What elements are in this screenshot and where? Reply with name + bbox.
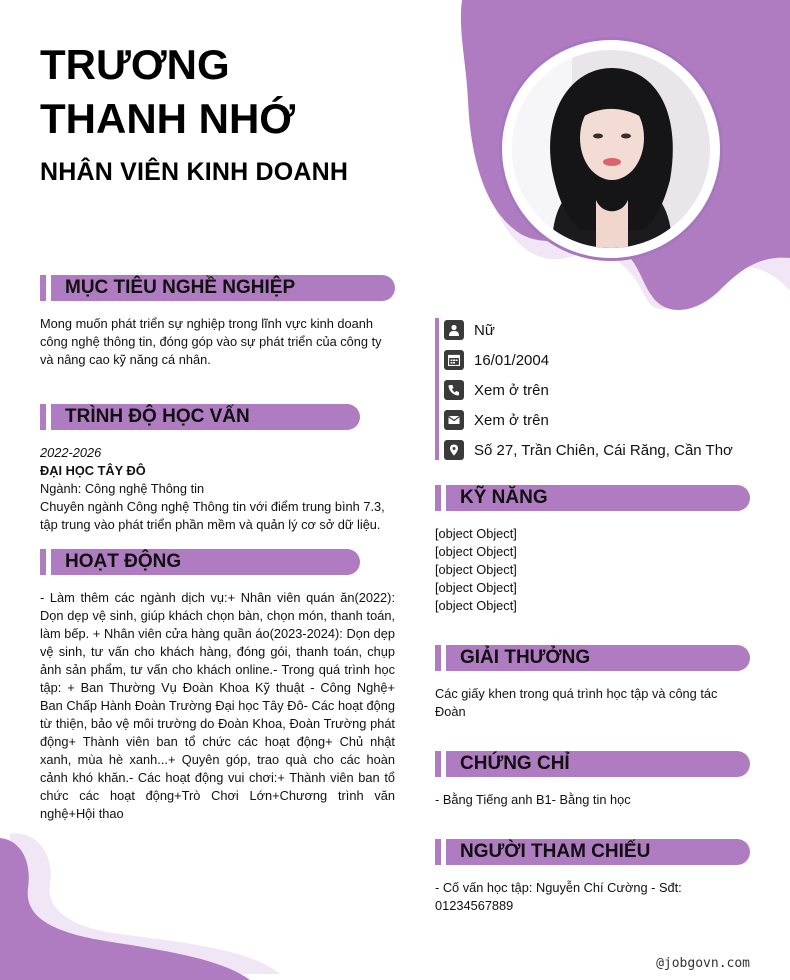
skill-item: [object Object] (435, 562, 517, 577)
education-description: Chuyên ngành Công nghệ Thông tin với điểm trung bình 7.3, tập trung vào phát triển phần mềm và quản lý cơ sở dữ liệu. (40, 499, 385, 532)
certificates-text: - Bằng Tiếng anh B1- Bằng tin học (435, 792, 631, 807)
skill-item: [object Object] (435, 526, 517, 541)
phone-icon (444, 380, 464, 400)
candidate-name (40, 38, 420, 146)
contact-email (444, 409, 549, 431)
location-pin-icon (444, 440, 464, 460)
contact-birthday (444, 349, 549, 371)
contact-divider (435, 318, 439, 460)
certificates-title: CHỨNG CHỈ (460, 753, 570, 774)
profile-photo (502, 40, 720, 258)
contact-gender (444, 319, 495, 341)
address-value: Số 27, Trần Chiên, Cái Răng, Cần Thơ (474, 441, 733, 459)
phone-value: Xem ở trên (474, 381, 549, 399)
birthday-value: 16/01/2004 (474, 351, 550, 369)
skills-title: KỸ NĂNG (460, 487, 548, 508)
awards-text: Các giấy khen trong quá trình học tập và công tác Đoàn (435, 686, 718, 719)
education-school: ĐẠI HỌC TÂY ĐÔ (40, 463, 146, 478)
contact-phone (444, 379, 549, 401)
contact-address (444, 439, 733, 461)
section-header-references (435, 839, 750, 865)
activities-text: - Làm thêm các ngành dịch vụ:+ Nhân viên quán ăn(2022): Dọn dẹp vệ sinh, giúp khách chọn bàn, chọn món, thanh toán, làm bếp. + Nhân viên cửa hàng quần áo(2023-2024): Dọn dẹp vệ sinh, tư vấn cho khách hàng, đóng gói, thanh toán, chụp ảnh sản phẩm, tư vấn cho khách online.- Trong quá trình học tập: + Ban Thường Vụ Đoàn Khoa Kỹ thuật - Công Nghệ+ Ban Chấp Hành Đoàn Trường Đại học Tây Đô- Các hoạt động từ thiện, bảo vệ môi trường do Đoàn Khoa, Đoàn Trường phát động+ Thành viên ban tổ chức các hoạt động+ Chủ nhật xanh, mùa hè xanh...+ Quyên góp, trao quà cho các hoàn cảnh khó khăn.- Các hoạt động vui chơi:+ Thành viên ban tổ chức các hoạt động+Trò Chơi Lớn+Chương trình văn nghệ+Hội thao (40, 590, 395, 821)
mail-icon (444, 410, 464, 430)
name-line-2: THANH NHỚ (40, 95, 296, 142)
skill-item: [object Object] (435, 598, 517, 613)
education-major: Ngành: Công nghệ Thông tin (40, 481, 205, 496)
email-value: Xem ở trên (474, 411, 549, 429)
section-header-objective (40, 275, 395, 301)
activities-title: HOẠT ĐỘNG (65, 551, 182, 572)
objective-text: Mong muốn phát triển sự nghiệp trong lĩnh vực kinh doanh công nghệ thông tin, đóng góp vào sự phát triển của công ty và nâng cao kỹ năng cá nhân. (40, 316, 382, 367)
skill-item: [object Object] (435, 544, 517, 559)
education-title: TRÌNH ĐỘ HỌC VẤN (65, 406, 250, 427)
objective-title: MỤC TIÊU NGHỀ NGHIỆP (65, 277, 296, 298)
education-period: 2022-2026 (40, 445, 102, 460)
gender-value: Nữ (474, 321, 495, 339)
section-header-activities (40, 549, 360, 575)
section-header-education (40, 404, 360, 430)
section-header-skills (435, 485, 750, 511)
person-icon (444, 320, 464, 340)
job-title: NHÂN VIÊN KINH DOANH (40, 158, 349, 186)
name-line-1: TRƯƠNG (40, 41, 230, 88)
references-title: NGƯỜI THAM CHIẾU (460, 841, 651, 862)
watermark-text: @jobgovn.com (656, 956, 750, 971)
calendar-icon (444, 350, 464, 370)
section-header-awards (435, 645, 750, 671)
section-header-certificates (435, 751, 750, 777)
references-text: - Cố vấn học tập: Nguyễn Chí Cường - Sđt: 01234567889 (435, 880, 682, 913)
skill-item: [object Object] (435, 580, 517, 595)
awards-title: GIẢI THƯỞNG (460, 647, 591, 668)
